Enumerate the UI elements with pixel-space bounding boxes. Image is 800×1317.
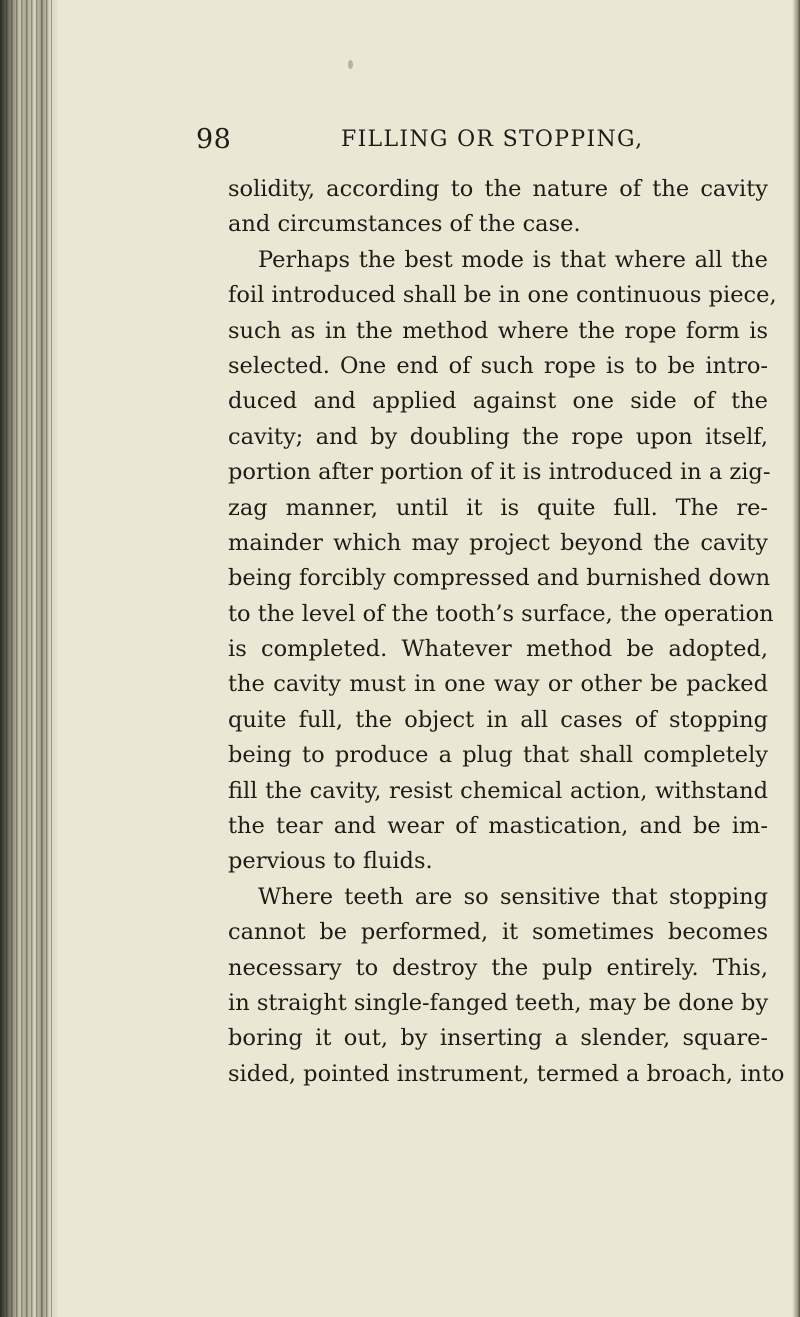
text-line: cannot be performed, it sometimes becomes — [228, 919, 768, 946]
body-text — [228, 172, 785, 1092]
text-line: selected. One end of such rope is to be intro- — [228, 352, 768, 379]
text-line: boring it out, by inserting a slender, square- — [228, 1025, 768, 1052]
book-spine-gutter — [0, 0, 58, 1317]
text-line: Perhaps the best mode is that where all the — [258, 246, 768, 273]
text-line: the cavity must in one way or other be packed — [228, 671, 768, 698]
page-edge-shadow — [792, 0, 800, 1317]
text-line: the tear and wear of mastication, and be im- — [228, 813, 768, 840]
text-line: duced and applied against one side of the — [228, 388, 768, 415]
text-line: and circumstances of the case. — [228, 211, 581, 238]
running-head: FILLING OR STOPPING, — [341, 127, 644, 152]
text-line: solidity, according to the nature of the cavity — [228, 176, 768, 202]
text-line: sided, pointed instrument, termed a broach, into — [228, 1060, 785, 1087]
text-line: portion after portion of it is introduced in a zig- — [228, 459, 771, 486]
text-line: necessary to destroy the pulp entirely. This, — [228, 954, 768, 981]
text-line: being forcibly compressed and burnished down — [228, 565, 771, 592]
page-header — [196, 124, 756, 164]
text-line: such as in the method where the rope form is — [228, 317, 768, 344]
text-line: fill the cavity, resist chemical action, withstand — [228, 777, 768, 804]
text-line: to the level of the tooth’s surface, the operation — [228, 600, 774, 627]
text-line: being to produce a plug that shall completely — [228, 742, 768, 769]
text-line: is completed. Whatever method be adopted, — [228, 636, 768, 663]
text-line: mainder which may project beyond the cavity — [228, 529, 768, 556]
text-line: quite full, the object in all cases of stopping — [228, 706, 768, 733]
ink-speck — [348, 60, 353, 69]
text-line: in straight single-fanged teeth, may be done by — [228, 989, 769, 1016]
text-line: foil introduced shall be in one continuous piece, — [228, 282, 777, 309]
page-number: 98 — [196, 124, 232, 155]
text-line: zag manner, until it is quite full. The re- — [228, 494, 768, 521]
text-line: cavity; and by doubling the rope upon itself, — [228, 423, 768, 450]
text-line: pervious to fluids. — [228, 848, 433, 875]
text-line: Where teeth are so sensitive that stopping — [258, 883, 768, 910]
